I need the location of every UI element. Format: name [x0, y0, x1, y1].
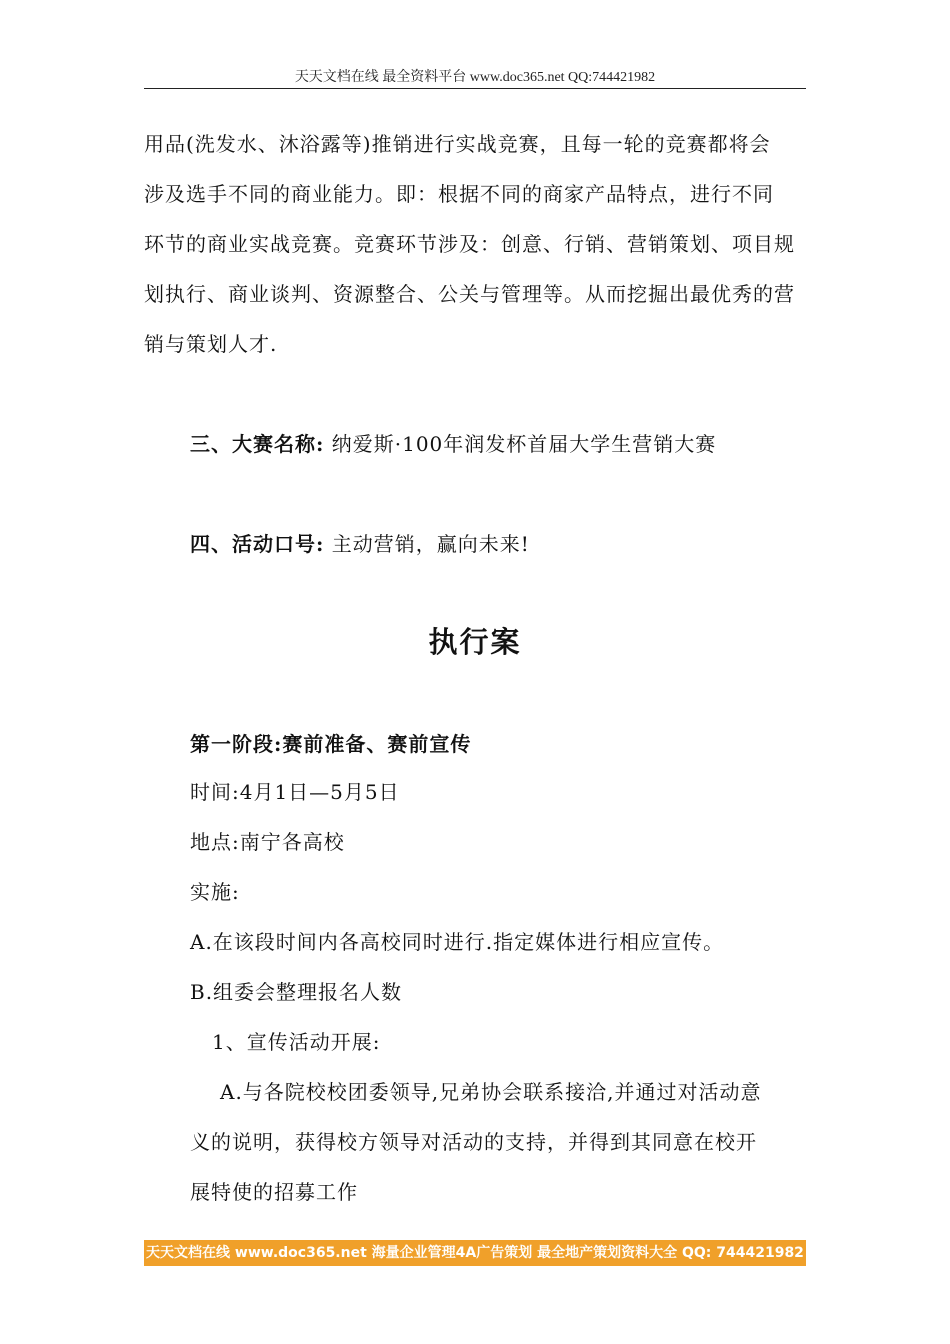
stage-1-sub-1-a-line-1: A.与各院校校团委领导,兄弟协会联系接洽,并通过对活动意 — [220, 1080, 762, 1104]
intro-line-3: 环节的商业实战竞赛。竞赛环节涉及：创意、行销、营销策划、项目规 — [144, 232, 795, 256]
footer-banner: 天天文档在线 www.doc365.net 海量企业管理4A广告策划 最全地产策划资料大全 QQ: 744421982 — [144, 1240, 806, 1266]
section-3-value: 纳爱斯·100年润发杯首届大学生营销大赛 — [324, 432, 717, 456]
intro-line-4: 划执行、商业谈判、资源整合、公关与管理等。从而挖掘出最优秀的营 — [144, 282, 795, 306]
stage-1-time: 时间:4月1日—5月5日 — [190, 780, 400, 804]
section-3-label: 三、大赛名称: — [190, 432, 325, 456]
intro-line-5: 销与策划人才. — [144, 332, 278, 356]
stage-1-implement: 实施: — [190, 880, 240, 904]
stage-1-sub-1-a-line-2: 义的说明，获得校方领导对活动的支持，并得到其同意在校开 — [190, 1130, 757, 1154]
intro-line-1: 用品(洗发水、沐浴露等)推销进行实战竞赛，且每一轮的竞赛都将会 — [144, 132, 771, 156]
section-4-label: 四、活动口号: — [190, 532, 325, 556]
stage-1-sub-1: 1、宣传活动开展: — [212, 1030, 381, 1054]
page-title: 执行案 — [428, 625, 522, 659]
stage-1-item-a: A.在该段时间内各高校同时进行.指定媒体进行相应宣传。 — [190, 930, 725, 954]
stage-1-item-b: B.组委会整理报名人数 — [190, 980, 403, 1004]
section-4-value: 主动营销，赢向未来! — [324, 532, 530, 556]
section-3-contest-name — [190, 428, 716, 457]
stage-1-heading: 第一阶段:赛前准备、赛前宣传 — [190, 732, 472, 756]
intro-line-2: 涉及选手不同的商业能力。即：根据不同的商家产品特点，进行不同 — [144, 182, 774, 206]
section-4-slogan — [190, 528, 530, 557]
stage-1-place: 地点:南宁各高校 — [190, 830, 345, 854]
header-divider — [144, 88, 806, 89]
stage-1-sub-1-a-line-3: 展特使的招募工作 — [190, 1180, 358, 1204]
page-header: 天天文档在线 最全资料平台 www.doc365.net QQ:744421982 — [294, 70, 656, 85]
